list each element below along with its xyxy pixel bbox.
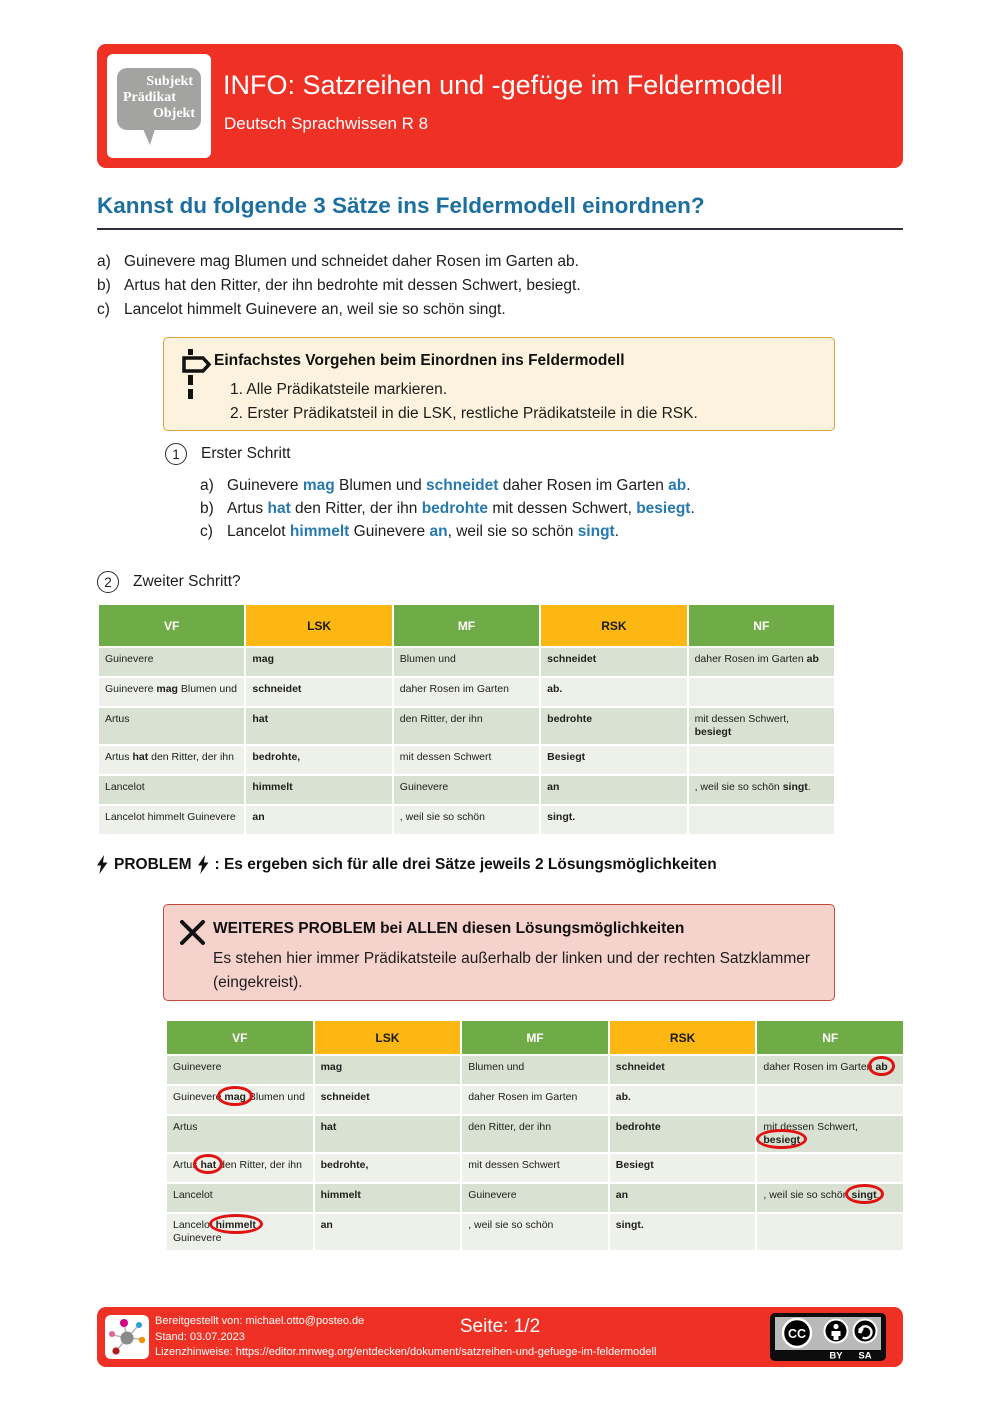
question-heading: Kannst du folgende 3 Sätze ins Feldermodell einordnen? [97,193,903,230]
feldermodell-table [97,603,836,836]
text-run: Blumen und [245,1091,305,1103]
text-run: den Ritter, der ihn [399,713,483,725]
mnweg-logo [105,1315,149,1359]
text-run: den Ritter, der ihn [216,1159,302,1171]
highlighted-word: bedrohte [615,1121,661,1133]
highlighted-word: ab. [547,683,563,695]
table-cell [689,708,834,744]
text-run: Guinevere [105,683,157,695]
table-cell [610,1214,756,1250]
text-run: Lancelot [173,1189,213,1201]
table-cell [610,1056,756,1084]
table-cell [541,648,686,676]
svg-text:CC: CC [787,1327,807,1341]
highlighted-word: bedrohte [421,500,489,517]
text-run: daher Rosen im Garten [694,653,807,665]
table-cell [462,1214,608,1250]
highlighted-word: schneidet [320,1091,370,1103]
highlighted-word: mag [252,653,274,665]
molecule-icon [105,1315,149,1359]
table-row [167,1214,903,1250]
highlighted-word: bedrohte [547,713,593,725]
document-subtitle: Deutsch Sprachwissen R 8 [224,114,429,133]
text-run: Lancelot himmelt Guinevere [105,811,236,823]
table-cell [394,648,539,676]
table-header-row [167,1021,903,1054]
sentence-text [227,520,840,543]
table-cell [462,1154,608,1182]
text-run: . [686,477,691,494]
text-run: Guinevere [173,1091,225,1103]
highlighted-word: himmelt [252,781,293,793]
text-run: Artus [105,751,133,763]
circled-word: besiegt [763,1134,801,1146]
table-cell [541,746,686,774]
lightning-icon [198,855,209,874]
table-cell [541,806,686,834]
by-person-icon [825,1320,848,1343]
sentence-text [227,474,840,497]
text-run: . [876,1189,880,1201]
text-run: , weil sie so schön [399,811,485,823]
table-row [167,1184,903,1212]
text-run: , weil sie so schön [694,781,783,793]
text-run: Guinevere [349,523,430,540]
table-cell [757,1154,903,1182]
text-run: Blumen und [177,683,237,695]
feldermodell-table [165,1019,905,1252]
intro-sentence [97,250,887,274]
step1-title: Erster Schritt [201,445,291,462]
table-cell [462,1116,608,1152]
table-cell [315,1154,461,1182]
text-run: mit dessen Schwert [399,751,492,763]
table-cell [689,648,834,676]
sentence-label: b) [97,277,111,294]
text-run: Guinevere [105,653,154,665]
highlighted-word: Besiegt [615,1159,654,1171]
highlighted-word: an [320,1219,333,1231]
info-steps [230,378,698,426]
table-row [99,746,834,774]
text-run: mit dessen Schwert, [763,1121,858,1133]
problem-line [97,855,887,874]
table-cell [394,806,539,834]
text-run: Blumen und [334,477,427,494]
sentence-text: Lancelot himmelt Guinevere an, weil sie so schön singt. [124,301,506,318]
table-row [99,678,834,706]
table-row [99,806,834,834]
sentence-label: c) [97,301,110,318]
table-cell [757,1086,903,1114]
table-cell [689,806,834,834]
table-cell [541,678,686,706]
intro-sentence [97,298,887,322]
table-cell [99,806,244,834]
step-number-badge: 2 [97,571,119,593]
text-run: Artus [227,500,268,517]
step1-items [200,474,840,543]
step2-title: Zweiter Schritt? [133,573,241,590]
text-run: Guinevere [173,1232,222,1244]
table-cell [757,1214,903,1250]
highlighted-word: singt [577,523,615,540]
column-header-rsk: RSK [610,1021,756,1054]
table-header-row [99,605,834,646]
circled-word: ab [875,1061,888,1073]
column-header-lsk: LSK [246,605,391,646]
text-run: Artus [173,1159,201,1171]
table-cell [610,1154,756,1182]
table-cell [315,1184,461,1212]
text-run: Lancelot [173,1219,216,1231]
marked-sentence [200,497,840,520]
column-header-vf: VF [99,605,244,646]
document-footer [97,1307,903,1367]
highlighted-word: besiegt [636,500,691,517]
column-header-nf: NF [757,1021,903,1054]
marked-sentence [200,520,840,543]
highlighted-word: himmelt [320,1189,361,1201]
footer-meta [155,1314,656,1361]
column-header-mf: MF [462,1021,608,1054]
highlighted-word: hat [320,1121,337,1133]
table-row [167,1154,903,1182]
sentence-label: b) [200,500,214,517]
sentence-text: Guinevere mag Blumen und schneidet daher Rosen im Garten ab. [124,253,579,270]
step-number-badge: 1 [165,443,187,465]
text-run: Guinevere [399,781,449,793]
column-header-nf: NF [689,605,834,646]
signpost-icon [177,348,213,400]
speech-bubble-icon [117,68,201,130]
text-run: Lancelot [105,781,145,793]
table-cell [394,776,539,804]
highlighted-word: hat [252,713,269,725]
table-cell [99,648,244,676]
text-run: Artus [173,1121,198,1133]
text-run: , weil sie so schön [763,1189,852,1201]
highlighted-word: an [547,781,560,793]
text-run: Guinevere [468,1189,517,1201]
text-run: daher Rosen im Garten [498,477,669,494]
x-mark-icon [179,919,206,946]
table-cell [246,776,391,804]
table-cell [757,1056,903,1084]
logo-line: Subjekt [146,74,193,89]
text-run: Blumen und [468,1061,525,1073]
warning-box [163,904,835,1001]
table-cell [315,1086,461,1114]
text-run: Guinevere [227,477,303,494]
table-cell [610,1086,756,1114]
table-cell [610,1116,756,1152]
highlighted-word: schneidet [547,653,597,665]
column-header-rsk: RSK [541,605,686,646]
text-run: . [690,500,695,517]
table-cell [246,746,391,774]
text-run: daher Rosen im Garten [468,1091,578,1103]
highlighted-word: schneidet [252,683,302,695]
text-run: daher Rosen im Garten [763,1061,876,1073]
table-cell [757,1116,903,1152]
sentence-label: a) [97,253,111,270]
table-cell [167,1116,313,1152]
lightning-icon [97,855,108,874]
table-cell [246,648,391,676]
highlighted-word: bedrohte, [252,751,301,763]
text-run: den Ritter, der ihn [290,500,422,517]
table-cell [246,678,391,706]
highlighted-word: Besiegt [547,751,586,763]
text-run: den Ritter, der ihn [468,1121,552,1133]
highlighted-word: ab. [615,1091,631,1103]
table-cell [394,708,539,744]
highlighted-word: himmelt [289,523,350,540]
column-header-mf: MF [394,605,539,646]
feldermodell-table-1 [97,603,836,836]
highlighted-word: mag [302,477,335,494]
text-run: . [807,781,811,793]
highlighted-word: hat [132,751,149,763]
circled-word: hat [200,1159,217,1171]
table-cell [315,1056,461,1084]
highlighted-word: singt. [547,811,576,823]
text-run: daher Rosen im Garten [399,683,509,695]
table-cell [689,678,834,706]
highlighted-word: mag [156,683,178,695]
table-cell [610,1184,756,1212]
table-cell [167,1056,313,1084]
table-cell [246,806,391,834]
problem-word: PROBLEM [114,855,192,873]
highlighted-word: singt [782,781,808,793]
document-header [97,44,903,168]
problem-text: : Es ergeben sich für alle drei Sätze jeweils 2 Lösungsmöglichkeiten [214,855,717,873]
footer-meta-line: Lizenzhinweise: https://editor.mnweg.org/entdecken/dokument/satzreihen-und-gefuege-im-feldermodell [155,1346,657,1358]
highlighted-word: an [615,1189,629,1201]
highlighted-word: hat [267,500,291,517]
cc-icon [783,1319,811,1347]
intro-sentences [97,250,887,322]
text-run: Artus [105,713,130,725]
text-run: mit dessen Schwert [468,1159,560,1171]
circled-word: mag [224,1091,246,1103]
info-step: 2. Erster Prädikatsteil in die LSK, restliche Prädikatsteile in die RSK. [230,405,698,422]
table-cell [689,746,834,774]
table-row [99,708,834,744]
table-cell [315,1214,461,1250]
by-label: BY [829,1350,843,1361]
table-cell [462,1056,608,1084]
circled-word: himmelt [215,1219,256,1231]
sentence-text [227,497,840,520]
highlighted-word: mag [320,1061,343,1073]
document-title: INFO: Satzreihen und -gefüge im Feldermodell [223,70,783,100]
subject-predicate-object-logo [107,54,211,158]
feldermodell-table-2 [165,1019,905,1252]
step1-heading [165,443,291,465]
table-cell [394,678,539,706]
text-run: Blumen und [399,653,456,665]
table-cell [541,776,686,804]
info-box-title: Einfachstes Vorgehen beim Einordnen ins Feldermodell [214,352,625,369]
table-cell [757,1184,903,1212]
text-run: , weil sie so schön [468,1219,554,1231]
table-cell [462,1086,608,1114]
procedure-info-box [163,337,835,431]
table-cell [99,708,244,744]
circled-word: singt [851,1189,877,1201]
highlighted-word: an [429,523,448,540]
table-row [99,648,834,676]
text-run: . [614,523,620,540]
table-row [167,1056,903,1084]
column-header-lsk: LSK [315,1021,461,1054]
table-cell [167,1154,313,1182]
highlighted-word: schneidet [426,477,499,494]
table-cell [167,1086,313,1114]
step2-heading [97,571,241,593]
sentence-label: a) [200,477,214,494]
highlighted-word: ab [806,653,819,665]
table-cell [99,746,244,774]
intro-sentence [97,274,887,298]
table-cell [246,708,391,744]
sa-arrow-icon [854,1320,877,1343]
table-cell [541,708,686,744]
highlighted-word: bedrohte, [320,1159,369,1171]
text-run: den Ritter, der ihn [148,751,234,763]
footer-meta-line: Stand: 03.07.2023 [155,1330,245,1343]
text-run: mit dessen Schwert, [488,500,637,517]
highlighted-word: an [252,811,265,823]
table-cell [167,1184,313,1212]
table-cell [167,1214,313,1250]
table-row [167,1086,903,1114]
table-cell [394,746,539,774]
text-run: Guinevere [173,1061,222,1073]
highlighted-word: schneidet [615,1061,665,1073]
page-indicator: Seite: 1/2 [459,1316,541,1337]
table-cell [315,1116,461,1152]
text-run: Lancelot [227,523,290,540]
footer-meta-line: Bereitgestellt von: michael.otto@posteo.de [155,1315,365,1327]
highlighted-word: ab [668,477,687,494]
marked-sentence [200,474,840,497]
info-step: 1. Alle Prädikatsteile markieren. [230,381,448,398]
logo-line: Objekt [153,106,195,121]
text-run: mit dessen Schwert, [694,713,790,725]
table-cell [689,776,834,804]
text-run: , weil sie so schön [447,523,578,540]
column-header-vf: VF [167,1021,313,1054]
logo-line: Prädikat [123,90,176,105]
table-cell [462,1184,608,1212]
highlighted-word: besiegt [694,726,732,738]
table-row [167,1116,903,1152]
table-row [99,776,834,804]
warning-box-title: WEITERES PROBLEM bei ALLEN diesen Lösungsmöglichkeiten [213,920,685,937]
speech-bubble-tail [143,129,155,145]
table-cell [99,776,244,804]
highlighted-word: singt. [615,1219,644,1231]
table-cell [99,678,244,706]
cc-by-sa-badge [770,1313,886,1361]
sentence-label: c) [200,523,213,540]
sa-label: SA [858,1350,872,1361]
sentence-text: Artus hat den Ritter, der ihn bedrohte mit dessen Schwert, besiegt. [124,277,581,294]
warning-box-body: Es stehen hier immer Prädikatsteile außerhalb der linken und der rechten Satzklammer (eingekreist). [213,950,811,991]
